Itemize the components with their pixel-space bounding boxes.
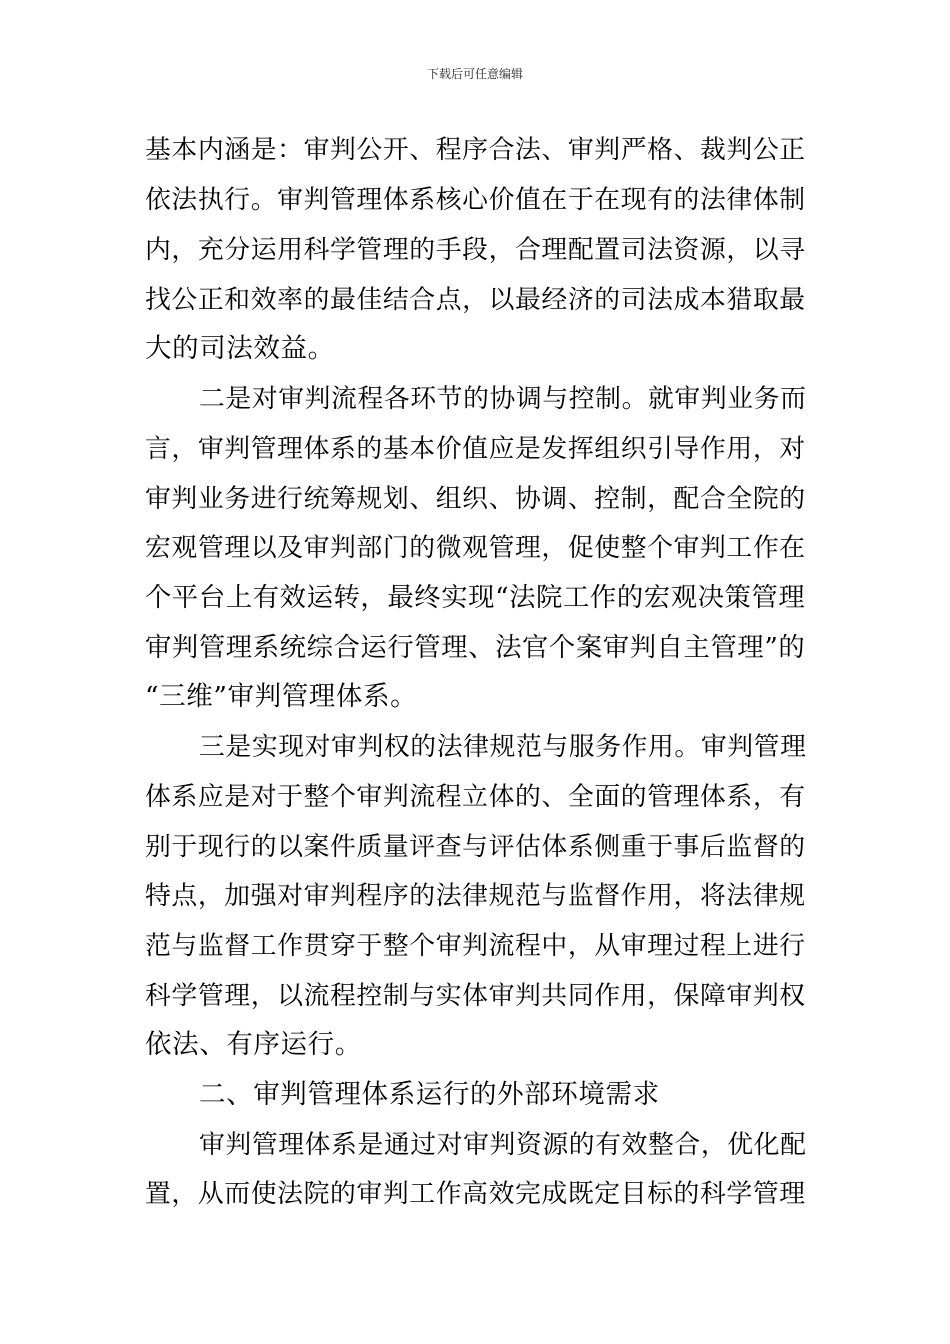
text-line: 置，从而使法院的审判工作高效完成既定目标的科学管理 <box>145 1179 806 1209</box>
text-line: 个平台上有效运转，最终实现“法院工作的宏观决策管理 <box>145 583 806 613</box>
text-line: 体系应是对于整个审判流程立体的、全面的管理体系，有 <box>145 782 806 812</box>
text-line: 大的司法效益。 <box>145 333 335 364</box>
paragraph-first-line: 二是对审判流程各环节的协调与控制。就审判业务而 <box>199 384 807 414</box>
text-line: 审判管理系统综合运行管理、法官个案审判自主管理”的 <box>145 633 806 663</box>
text-line: 宏观管理以及审判部门的微观管理，促使整个审判工作在 <box>145 533 806 563</box>
text-line: “三维”审判管理体系。 <box>145 681 418 712</box>
text-line: 言，审判管理体系的基本价值应是发挥组织引导作用，对 <box>145 434 806 464</box>
text-line: 审判业务进行统筹规划、组织、协调、控制，配合全院的 <box>145 484 806 514</box>
text-line: 基本内涵是：审判公开、程序合法、审判严格、裁判公正 <box>145 135 806 165</box>
paragraph-first-line: 三是实现对审判权的法律规范与服务作用。审判管理 <box>199 732 807 762</box>
text-line: 科学管理，以流程控制与实体审判共同作用，保障审判权 <box>145 981 806 1011</box>
text-line: 特点，加强对审判程序的法律规范与监督作用，将法律规 <box>145 881 806 911</box>
text-line: 范与监督工作贯穿于整个审判流程中，从审理过程上进行 <box>145 931 806 961</box>
page-header: 下载后可任意编辑 <box>426 67 523 81</box>
section-heading: 二、审判管理体系运行的外部环境需求 <box>199 1079 660 1110</box>
text-line: 内，充分运用科学管理的手段，合理配置司法资源，以寻 <box>145 235 806 265</box>
paragraph-first-line: 审判管理体系是通过对审判资源的有效整合，优化配 <box>199 1130 807 1160</box>
text-line: 依法、有序运行。 <box>145 1029 362 1060</box>
text-line: 找公正和效率的最佳结合点，以最经济的司法成本猎取最 <box>145 285 806 315</box>
text-line: 依法执行。审判管理体系核心价值在于在现有的法律体制 <box>145 185 806 215</box>
text-line: 别于现行的以案件质量评查与评估体系侧重于事后监督的 <box>145 832 806 862</box>
